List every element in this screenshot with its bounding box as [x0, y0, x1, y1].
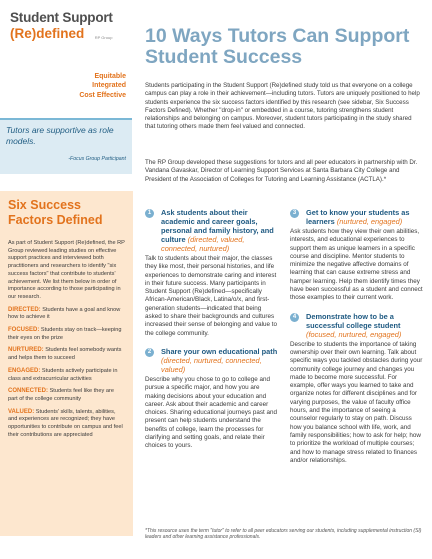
tip-title: Demonstrate how to be a successful college student: [306, 311, 401, 330]
factor-text: Students actively participate in class and extracurricular activities: [8, 367, 118, 382]
tip-number-badge: 4: [290, 313, 299, 322]
tip-heading: [161, 208, 279, 253]
logo-line-2: (Re)defined: [10, 26, 85, 41]
tip-title: Share your own educational path: [161, 346, 278, 356]
factor-name: ENGAGED:: [8, 367, 41, 374]
factor-text: Students have a goal and know how to achieve it: [8, 306, 121, 321]
tip-qualifier: (focused, nurtured, engaged): [306, 329, 402, 339]
tip-title: Ask students about their academic and career goals, personal and family history, and culture: [161, 208, 274, 244]
tip-heading: [306, 208, 424, 226]
brand-logo: [10, 10, 128, 43]
factor-text: Students feel like they are part of the college community: [8, 388, 114, 402]
factor-directed: [8, 307, 125, 322]
factor-text: Students stay on track—keeping their eyes on the prize: [8, 327, 122, 341]
pull-quote: [0, 118, 132, 174]
factor-text: Students feel somebody wants and helps them to succeed: [8, 347, 122, 362]
left-sidebar: [0, 0, 133, 559]
sidebar-intro: As part of Student Support (Re)defined, the RP Group reviewed leading studies on effective support practices and interviewed both practitioners and researchers to identify "six success factors" that contribute to students' achievement. We list them below in order of importance according to those participating in our research.: [8, 240, 125, 300]
tip-body: Talk to students about their major, the classes they like most, their personal histories, and life experiences to demonstrate caring and interest in their future success. Many participants in Student Support (Re)defined—specifically African-American/Black, Latina/o/x, and first-generation students—indicated that being asked to share their backgrounds and cultures increased their sense of belonging and value to the college community.: [145, 255, 277, 337]
tagline-line: Integrated: [92, 82, 126, 90]
tips-column-right: [290, 208, 424, 465]
tip-qualifier: (nurtured, engaged): [336, 217, 403, 226]
partnership-paragraph: The RP Group developed these suggestions for tutors and all peer educators in partnership with Dr. Vandana Gavaskar, Director of Learning Support Services at Santa Barbara City College and President of the Association of Colleges for Tutoring and Learning Assistance (ACTLA).*: [145, 159, 418, 183]
tip-number-badge: 3: [290, 209, 299, 218]
factor-focused: [8, 327, 125, 342]
factor-nurtured: [8, 347, 125, 362]
tip-heading: [161, 347, 279, 374]
tip-body: Describe why you chose to go to college and pursue a specific major, and how you are making decisions about your education and career. Ask about their academic and career choices. Sharing educational journeys past and present can help students understand the benefits of college, learn the processes for clarifying and setting goals, and relate their choices to yours.: [145, 375, 277, 450]
sidebar-title: Six Success Factors Defined: [8, 198, 103, 227]
tip-qualifier: (directed, valued, connected, nurtured): [161, 235, 245, 253]
tagline-line: Cost Effective: [79, 91, 126, 99]
tip-qualifier: (directed, nurtured, connected, valued): [161, 355, 262, 374]
tip-1: [145, 208, 279, 338]
tip-title: Get to know your students as learners: [306, 208, 410, 226]
footnote: *This resource uses the term "tutor" to refer to all peer educators serving our students, including supplemental instruction (SI) leaders and other learning assistance professionals.: [145, 528, 422, 541]
six-success-factors-sidebar: [0, 191, 133, 536]
factor-name: CONNECTED:: [8, 388, 48, 395]
factor-name: DIRECTED:: [8, 306, 41, 313]
tips-column-left: [145, 208, 279, 451]
tagline-line: Equitable: [94, 73, 126, 80]
factor-connected: [8, 388, 125, 403]
tip-body: Describe to students the importance of taking ownership over their own learning. Talk about specific ways you tackled obstacles during your community college journey and changes you made to become more successful. For example, offer ways you learned to take and organize notes for different disciplines and for varying purposes, the value of faculty office hours, and the importance of seeing a counselor regularly to stay on path. Discuss how you balance school with life, work, and family responsibilities; how to ask for help; how to prioritize the workload of multiple courses; and how to manage stress related to finances and/or relationships.: [290, 340, 423, 464]
tip-3: [290, 208, 424, 303]
factor-name: NURTURED:: [8, 347, 44, 354]
intro-paragraph: Students participating in the Student Support (Re)defined study told us that everyone on a college campus can play a role in their achievement—including tutors. Tutors are uniquely positioned to help students experience the six success factors identified by this research (see sidebar, Six Success Factors Defined). Whether "drop-in" or embedded in a course, tutoring strengthens student relationships and belonging on campus. Moreover, student tutors participating in the study shared that tutoring others made them feel valued and connected.: [145, 82, 420, 131]
factor-name: VALUED:: [8, 408, 35, 415]
logo-line-3: RP Group: [94, 35, 113, 40]
page-title: 10 Ways Tutors Can Support Student Success: [145, 25, 410, 68]
tagline: [46, 72, 126, 100]
logo-line-1: Student Support: [10, 10, 113, 25]
tip-body: Ask students how they view their own abilities, interests, and educational experiences to support them as unique learners in a specific course and discipline. Mentor students to minimize the negative affective domains of learning that can cause extreme stress and hamper learning. Help them identify times they have been successful as a student and connect those examples to their current work.: [290, 228, 423, 302]
quote-attribution: -Focus Group Participant: [68, 156, 126, 162]
tip-number-badge: 2: [145, 348, 154, 357]
factor-name: FOCUSED:: [8, 327, 40, 334]
quote-text: Tutors are supportive as role models.: [6, 125, 114, 146]
factor-text: Students' skills, talents, abilities, and experiences are recognized; they have opportunities to contribute on campus and feel their contributions are appreciated: [8, 408, 123, 438]
tip-4: [290, 312, 424, 465]
factor-engaged: [8, 368, 125, 383]
tip-heading: [306, 312, 424, 339]
tip-number-badge: 1: [145, 209, 154, 218]
factor-valued: [8, 409, 125, 440]
tip-2: [145, 347, 279, 451]
